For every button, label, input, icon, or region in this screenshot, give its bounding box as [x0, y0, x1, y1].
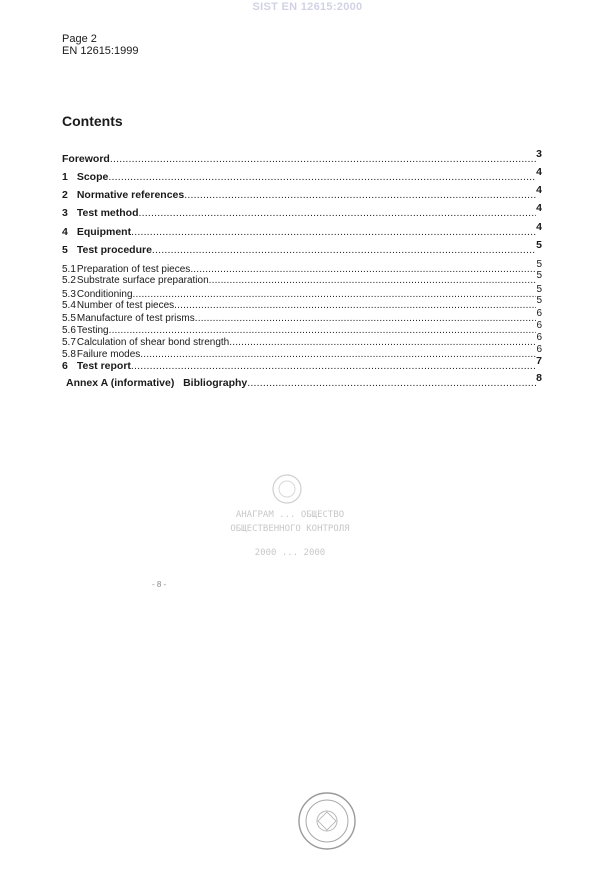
- contents-heading: Contents: [62, 113, 123, 129]
- stamp-line-2: ОБЩЕСТВЕННОГО КОНТРОЛЯ: [230, 524, 350, 534]
- toc-entry-title: Test method: [76, 207, 139, 219]
- toc-entry-page: 6: [536, 308, 542, 319]
- toc-entry-title: Annex A (informative) Bibliography: [66, 377, 248, 389]
- toc-entry: [62, 148, 542, 165]
- toc-entry-number: 6: [62, 360, 68, 372]
- toc-leader-dots: [131, 361, 536, 372]
- stamp-mark: - 8 -: [152, 580, 167, 589]
- toc-entry-title: Conditioning: [76, 289, 133, 300]
- toc-entry-title: Foreword: [62, 153, 110, 165]
- toc-entry-number: 1: [62, 171, 68, 183]
- toc-leader-dots: [152, 245, 536, 256]
- toc-entry-title: Test procedure: [76, 244, 152, 256]
- standard-id: EN 12615:1999: [62, 45, 139, 57]
- page-number: Page 2: [62, 33, 97, 45]
- toc-leader-dots: [108, 172, 536, 183]
- toc-entry-title: Test report: [76, 360, 131, 372]
- toc-entry-number: 2: [62, 189, 68, 201]
- toc-entry-number: 5.7: [62, 337, 76, 348]
- stamp-line-1: АНАГРАМ ... ОБЩЕСТВО: [235, 510, 345, 520]
- watermark-text: SIST EN 12615:2000: [252, 1, 363, 13]
- toc-entry-number: 5.4: [62, 300, 76, 311]
- stamp-line-3: 2000 ... 2000: [254, 548, 326, 558]
- toc-leader-dots: [131, 227, 536, 238]
- toc-entry: [62, 221, 542, 238]
- toc-entry: [62, 166, 542, 183]
- toc-entry: [62, 202, 542, 219]
- toc-entry-page: 5: [536, 270, 542, 281]
- toc-entry-number: 5.5: [62, 313, 76, 324]
- toc-entry-title: Calculation of shear bond strength: [76, 337, 230, 348]
- toc-entry-page: 6: [536, 332, 542, 343]
- toc-entry-title: Normative references: [76, 189, 185, 201]
- toc-entry: [62, 355, 542, 372]
- toc-entry: [62, 295, 542, 311]
- toc-entry-page: 6: [536, 320, 542, 331]
- toc-entry-page: 8: [536, 372, 542, 384]
- toc-entry-page: 5: [536, 259, 542, 270]
- toc-entry-title: Preparation of test pieces: [76, 264, 191, 275]
- toc-entry-number: 5.3: [62, 289, 76, 300]
- toc-entry-number: 5.2: [62, 275, 76, 286]
- toc-entry-page: 6: [536, 344, 542, 355]
- toc-entry-title: Manufacture of test prisms: [76, 313, 195, 324]
- toc-entry-title: Number of test pieces: [76, 300, 175, 311]
- toc-leader-dots: [110, 154, 536, 165]
- toc-entry: [62, 270, 542, 286]
- toc-entry-title: Failure modes: [76, 349, 141, 360]
- toc-entry-number: 5.6: [62, 325, 76, 336]
- toc-entry: [62, 184, 542, 201]
- toc-leader-dots: [247, 378, 536, 389]
- toc-leader-dots: [139, 208, 537, 219]
- toc-entry: [66, 372, 542, 389]
- toc-entry-number: 5.8: [62, 349, 76, 360]
- page-header: [62, 33, 138, 57]
- toc-entry-page: 3: [536, 148, 542, 160]
- toc-entry-title: Scope: [76, 171, 109, 183]
- toc-entry-title: Substrate surface preparation: [76, 275, 209, 286]
- toc-entry-page: 7: [536, 355, 542, 367]
- round-seal-icon: [296, 790, 358, 852]
- toc-entry-number: 5.1: [62, 264, 76, 275]
- toc-entry-page: 4: [536, 184, 542, 196]
- toc-entry-page: 5: [536, 284, 542, 295]
- toc-entry-number: 3: [62, 207, 68, 219]
- toc-entry: [62, 239, 542, 256]
- toc-entry-page: 4: [536, 221, 542, 233]
- toc-entry-number: 5: [62, 244, 68, 256]
- toc-leader-dots: [184, 190, 536, 201]
- toc-entry-page: 5: [536, 295, 542, 306]
- emblem-icon: [270, 472, 304, 506]
- toc-entry-title: Testing: [76, 325, 109, 336]
- toc-entry-page: 5: [536, 239, 542, 251]
- toc-entry-page: 4: [536, 166, 542, 178]
- toc-entry-number: 4: [62, 226, 68, 238]
- toc-entry-page: 4: [536, 202, 542, 214]
- toc-leader-dots: [174, 300, 536, 311]
- toc-entry-title: Equipment: [76, 226, 132, 238]
- toc-leader-dots: [209, 275, 537, 286]
